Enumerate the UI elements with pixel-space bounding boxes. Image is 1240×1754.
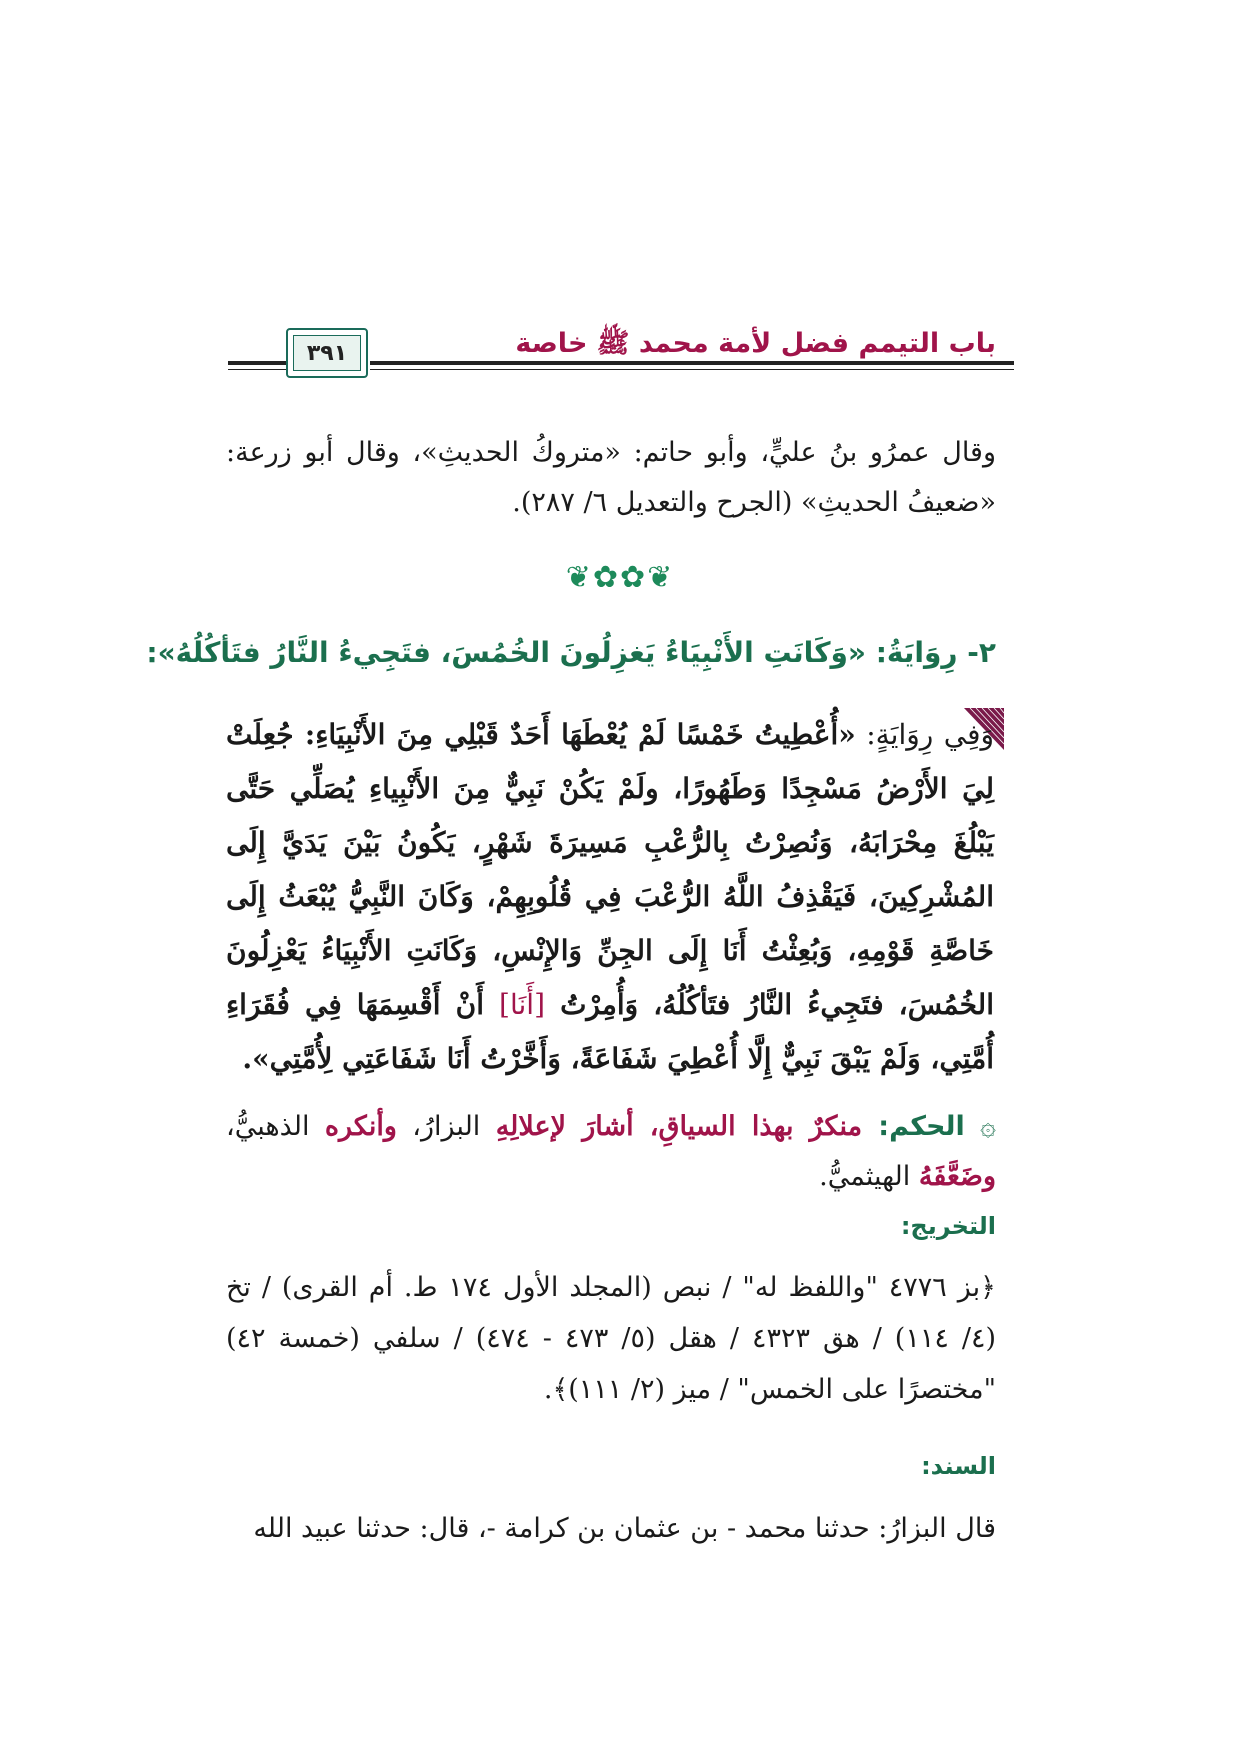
sanad-text: قال البزارُ: حدثنا محمد - بن عثمان بن كرامة -، قال: حدثنا عبيد الله [253, 1513, 996, 1544]
ruling-label: الحكم: [878, 1111, 965, 1142]
takhrij-heading: التخريج: [900, 1212, 996, 1240]
header-rule-right [370, 361, 1014, 365]
ruling-emph-1: وأنكره [324, 1111, 397, 1142]
hadith-block [226, 708, 1004, 1075]
ruling-verdict: منكرٌ بهذا السياقِ، أشارَ لإعلالِهِ [495, 1111, 879, 1142]
header-rule-left [228, 361, 286, 365]
ruling-emph-2: وضَعَّفَهُ [918, 1161, 996, 1192]
hadith-lead: وَفِي رِوَايَةٍ: [855, 718, 994, 751]
hadith-bracket-insert: [أَنَا] [499, 988, 545, 1021]
section-heading: ٢- رِوَايَةُ: «وَكَانَتِ الأَنْبِيَاءُ يَغزِلُونَ الخُمُسَ، فتَجِيءُ النَّارُ فتَأكُلُهُ»: [146, 636, 996, 669]
header-rule-right-thin [370, 369, 1014, 370]
ruling-text-2: الذهبيُّ، [226, 1111, 325, 1142]
page-number-frame [286, 328, 368, 378]
header-rule-left-thin [228, 369, 286, 370]
sanad-heading: السند: [921, 1452, 996, 1480]
ruling-text-1: البزارُ، [396, 1111, 496, 1142]
divider-ornament-icon: ❦✿✿❦ [565, 560, 675, 595]
hadith-body: «أُعْطِيتُ خَمْسًا لَمْ يُعْطَهَا أَحَدٌ قَبْلِي مِنَ الأَنْبِيَاءِ: جُعِلَتْ لِيَ الأَرْضُ مَسْجِدًا وَطَهُورًا، ولَمْ يَكُنْ نَبِيٌّ مِنَ الأَنْبِياءِ يُصَلِّي حَتَّى يَبْلُغَ مِحْرَابَهُ، وَنُصِرْتُ بِالرُّعْبِ مَسِيرَةَ شَهْرٍ، يَكُونُ بَيْنَ يَدَيَّ إِلَى المُشْرِكِينَ، فَيَقْذِفُ اللَّهُ الرُّعْبَ فِي قُلُوبِهِمْ، وَكَانَ النَّبِيُّ يُبْعَثُ إِلَى خَاصَّةِ قَوْمِهِ، وَبُعِثْتُ أَنَا إِلَى الجِنِّ وَالإِنْسِ، وَكَانَتِ الأَنْبِيَاءُ يَعْزِلُونَ الخُمُسَ، فتَجِيءُ النَّارُ فتَأكُلُهُ، وَأُمِرْتُ [226, 718, 994, 1021]
hadith-text [226, 708, 994, 1086]
ruling-paragraph [226, 1102, 996, 1202]
ruling-text-3: الهيثميُّ. [819, 1161, 919, 1192]
ruling-ornament-icon: ۞ [980, 1111, 996, 1142]
intro-paragraph: وقال عمرُو بنُ عليٍّ، وأبو حاتم: «متروكُ الحديثِ»، وقال أبو زرعة: «ضعيفُ الحديثِ» (الجرح والتعديل ٦/ ٢٨٧). [226, 437, 996, 518]
takhrij-text: ﴿بز ٤٧٧٦ "واللفظ له" / نبص (المجلد الأول ١٧٤ ط. أم القرى) / تخ (٤/ ١١٤) / هق ٤٣٢٣ / هقل (٥/ ٤٧٣ - ٤٧٤) / سلفي (خمسة ٤٢) "مختصرًا على الخمس" / ميز (٢/ ١١١)﴾. [226, 1272, 996, 1405]
page-number: ٣٩١ [306, 340, 348, 366]
hadith-tail: أَنْ أَقْسِمَهَا فِي فُقَرَاءِ أُمَّتِي، وَلَمْ يَبْقَ نَبِيٌّ إِلَّا أُعْطِيَ شَفَاعَةً، وَأَخَّرْتُ أَنَا شَفَاعَتِي لِأُمَّتِي». [226, 988, 994, 1075]
chapter-title: باب التيمم فضل لأمة محمد ﷺ خاصة [515, 328, 996, 359]
